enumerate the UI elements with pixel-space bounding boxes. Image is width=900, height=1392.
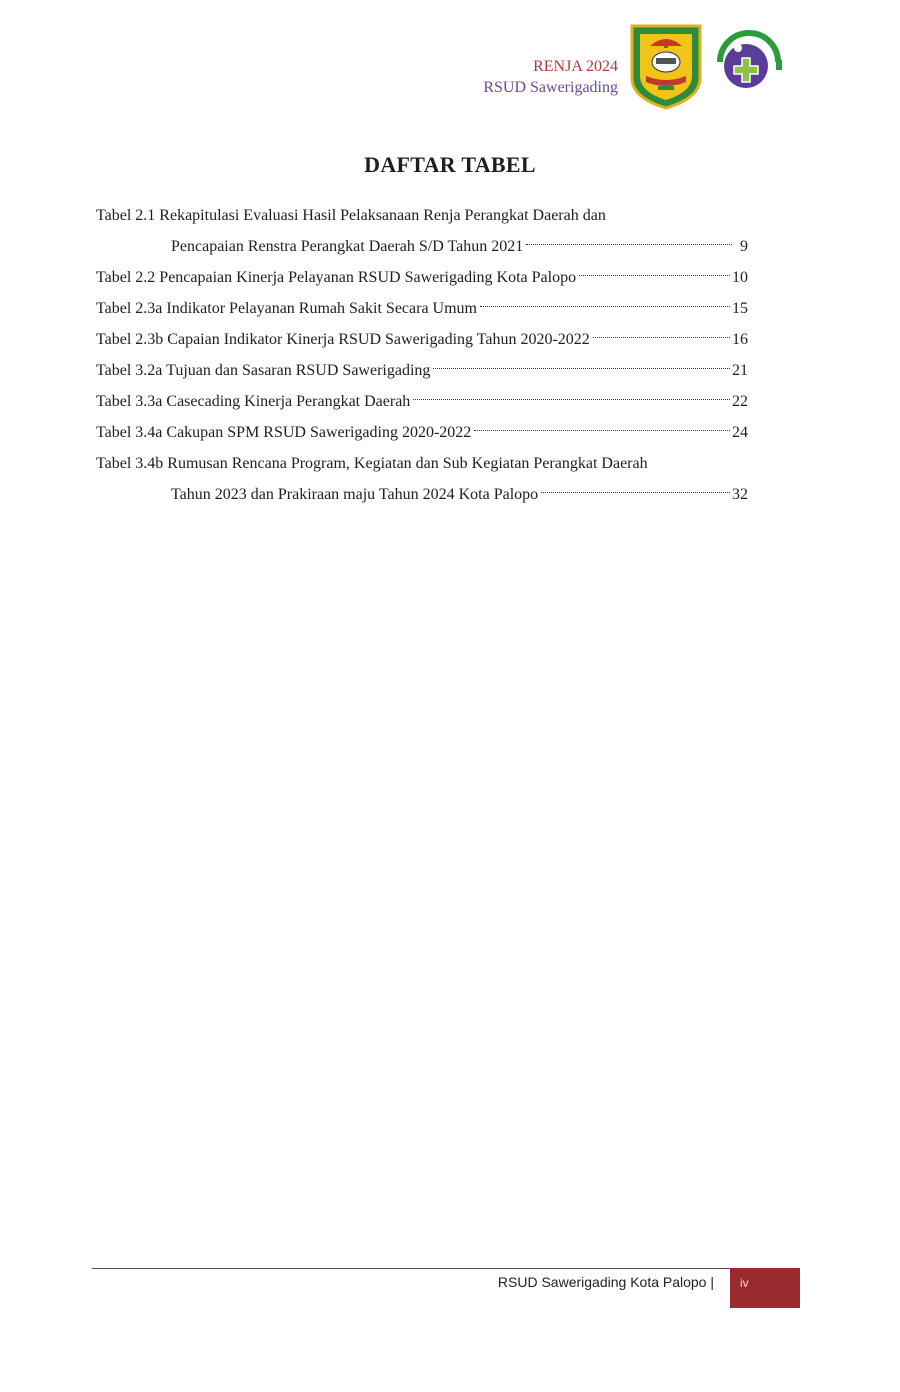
toc-page-number: 21 xyxy=(732,362,748,379)
toc-entry-line xyxy=(96,231,748,262)
toc-entry-line xyxy=(96,324,748,355)
footer-page-number-box xyxy=(730,1268,800,1308)
toc-entry-line xyxy=(96,417,748,448)
toc-page-number: 22 xyxy=(732,393,748,410)
toc-dot-leader xyxy=(593,337,730,338)
kota-palopo-emblem-icon xyxy=(628,20,704,110)
toc-page-number: 15 xyxy=(732,300,748,317)
toc-page-number: 16 xyxy=(732,331,748,348)
toc-entry[interactable] xyxy=(96,417,748,448)
toc-entry-text: Tabel 2.2 Pencapaian Kinerja Pelayanan RSUD Sawerigading Kota Palopo xyxy=(96,269,577,286)
toc-dot-leader xyxy=(474,430,730,431)
toc-dot-leader xyxy=(526,244,732,245)
toc-entry-line xyxy=(96,355,748,386)
toc-page-number: 24 xyxy=(732,424,748,441)
toc-page-number: 32 xyxy=(732,486,748,503)
table-of-tables xyxy=(96,200,748,510)
toc-entry-line xyxy=(96,200,748,231)
toc-entry[interactable] xyxy=(96,386,748,417)
toc-entry[interactable] xyxy=(96,448,748,510)
toc-entry-text: Tabel 3.3a Casecading Kinerja Perangkat Daerah xyxy=(96,393,411,410)
toc-entry-text: Pencapaian Renstra Perangkat Daerah S/D Tahun 2021 xyxy=(171,238,524,255)
toc-entry-text: Tabel 2.3b Capaian Indikator Kinerja RSUD Sawerigading Tahun 2020-2022 xyxy=(96,331,590,348)
toc-dot-leader xyxy=(433,368,730,369)
toc-entry-text: Tabel 3.4a Cakupan SPM RSUD Sawerigading 2020-2022 xyxy=(96,424,472,441)
footer-label: RSUD Sawerigading Kota Palopo | xyxy=(497,1274,714,1290)
toc-entry[interactable] xyxy=(96,200,748,262)
header-line-rsud: RSUD Sawerigading xyxy=(483,79,618,96)
toc-entry-line xyxy=(96,386,748,417)
toc-page-number: 9 xyxy=(740,238,748,255)
toc-entry-line xyxy=(96,293,748,324)
toc-dot-leader xyxy=(579,275,730,276)
toc-dot-leader xyxy=(480,306,730,307)
toc-entry-line xyxy=(96,262,748,293)
header-line-renja: RENJA 2024 xyxy=(533,58,618,75)
toc-entry-line xyxy=(96,479,748,510)
toc-page-number: 10 xyxy=(732,269,748,286)
toc-entry-text: Tabel 2.3a Indikator Pelayanan Rumah Sakit Secara Umum xyxy=(96,300,477,317)
toc-entry-text: Tabel 2.1 Rekapitulasi Evaluasi Hasil Pelaksanaan Renja Perangkat Daerah dan xyxy=(96,207,606,224)
toc-entry-line xyxy=(96,448,748,479)
toc-entry[interactable] xyxy=(96,324,748,355)
footer-page-number: iv xyxy=(740,1276,749,1290)
footer-divider xyxy=(92,1268,800,1269)
toc-dot-leader xyxy=(541,492,730,493)
toc-entry-text: Tabel 3.4b Rumusan Rencana Program, Kegiatan dan Sub Kegiatan Perangkat Daerah xyxy=(96,455,648,472)
toc-entry[interactable] xyxy=(96,355,748,386)
document-header xyxy=(483,56,618,98)
rsud-sawerigading-logo-icon xyxy=(710,22,788,94)
toc-entry[interactable] xyxy=(96,293,748,324)
page-title: DAFTAR TABEL xyxy=(364,152,536,177)
toc-entry[interactable] xyxy=(96,262,748,293)
toc-entry-text: Tabel 3.2a Tujuan dan Sasaran RSUD Sawerigading xyxy=(96,362,431,379)
toc-entry-text: Tahun 2023 dan Prakiraan maju Tahun 2024 Kota Palopo xyxy=(171,486,539,503)
toc-dot-leader xyxy=(413,399,730,400)
